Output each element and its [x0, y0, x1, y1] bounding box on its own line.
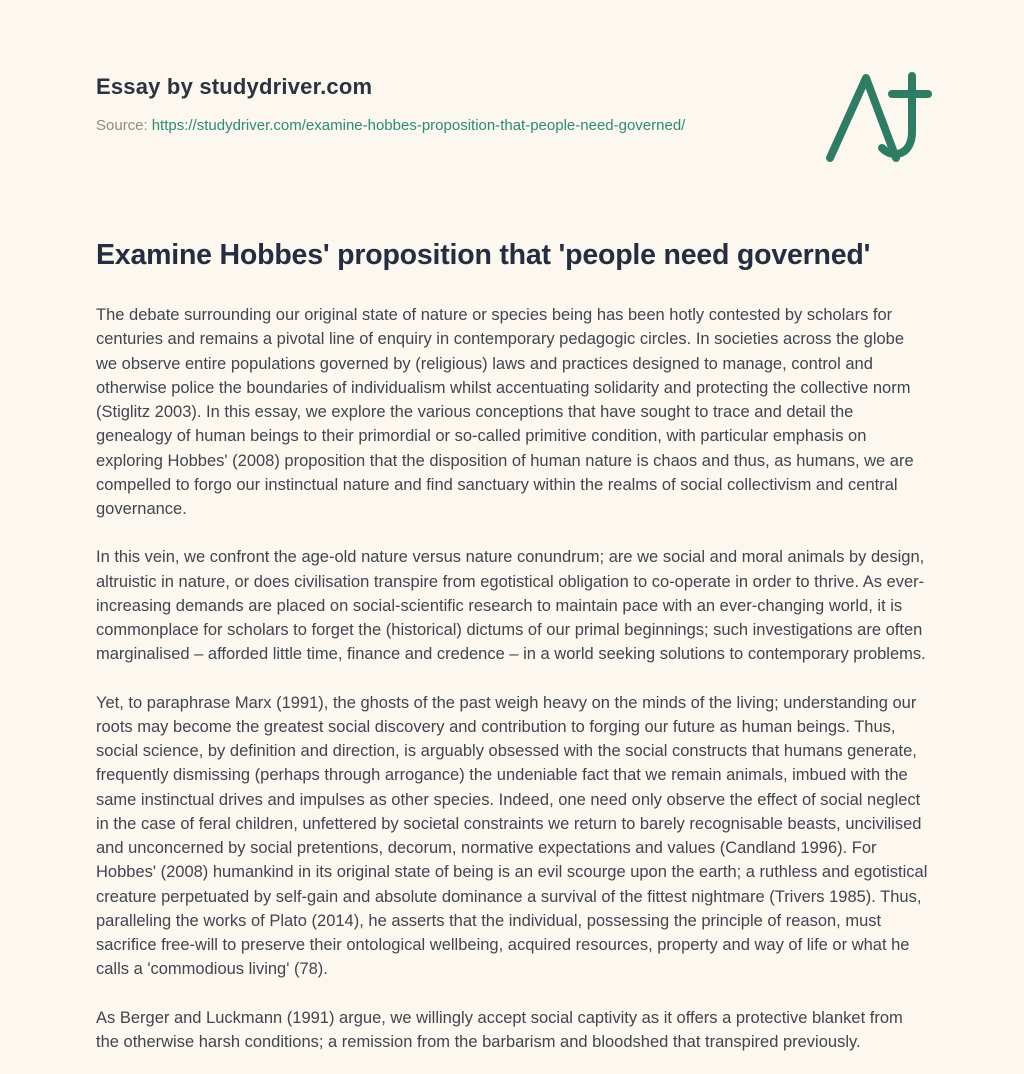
essay-paragraph: In this vein, we confront the age-old nature versus nature conundrum; are we social and moral animals by design, altruistic in nature, or does civilisation transpire from egotistical obligation to co-operate in order to thrive. As ever-increasing demands are placed on social-scientific research to maintain pace with an ever-changing world, it is commonplace for scholars to forget the (historical) dictums of our primal beginnings; such investigations are often marginalised – afforded little time, finance and credence – in a world seeking solutions to contemporary problems.: [96, 548, 926, 664]
essay-title: Examine Hobbes' proposition that 'people need governed': [96, 238, 871, 271]
essay-paragraph: Yet, to paraphrase Marx (1991), the ghosts of the past weigh heavy on the minds of the living; understanding our roots may become the greatest social discovery and contribution to forging our future as human beings. Thus, social science, by definition and direction, is arguably obsessed with the social constructs that humans generate, frequently dismissing (perhaps through arrogance) the undeniable fact that we remain animals, imbued with the same instinctual drives and impulses as other species. Indeed, one need only observe the effect of social neglect in the case of feral children, unfettered by societal constraints we return to barely recognisable beasts, uncivilised and unconcerned by social pretentions, decorum, normative expectations and values (Candland 1996). For Hobbes' (2008) humankind in its original state of being is an evil scourge upon the earth; a ruthless and egotistical creature perpetuated by self-gain and absolute dominance a survival of the fittest nightmare (Trivers 1985). Thus, paralleling the works of Plato (2014), he asserts that the individual, possessing the principle of reason, must sacrifice free-will to preserve their ontological wellbeing, acquired resources, property and way of life or what he calls a 'commodious living' (78).: [96, 693, 928, 979]
essay-body: [96, 303, 928, 1054]
source-label: Source:: [96, 117, 148, 134]
essay-paragraph: The debate surrounding our original state of nature or species being has been hotly contested by scholars for centuries and remains a pivotal line of enquiry in contemporary pedagogic circles. In societies across the globe we observe entire populations governed by (religious) laws and practices designed to manage, control and otherwise police the boundaries of individualism whilst accentuating solidarity and protecting the collective norm (Stiglitz 2003). In this essay, we explore the various conceptions that have sought to trace and detail the genealogy of human beings to their primordial or so-called primitive condition, with particular emphasis on exploring Hobbes' (2008) proposition that the disposition of human nature is chaos and thus, as humans, we are compelled to forgo our instinctual nature and find sanctuary within the realms of social collectivism and central governance.: [96, 306, 914, 519]
byline: Essay by studydriver.com: [96, 74, 373, 99]
essay-paragraph: As Berger and Luckmann (1991) argue, we willingly accept social captivity as it offers a protective blanket from the otherwise harsh conditions; a remission from the barbarism and bloodshed that transpired previously.: [96, 1008, 903, 1051]
source-link[interactable]: https://studydriver.com/examine-hobbes-proposition-that-people-need-governed/: [151, 117, 686, 134]
source-line: [96, 116, 928, 136]
studydriver-logo-icon: [824, 70, 934, 164]
